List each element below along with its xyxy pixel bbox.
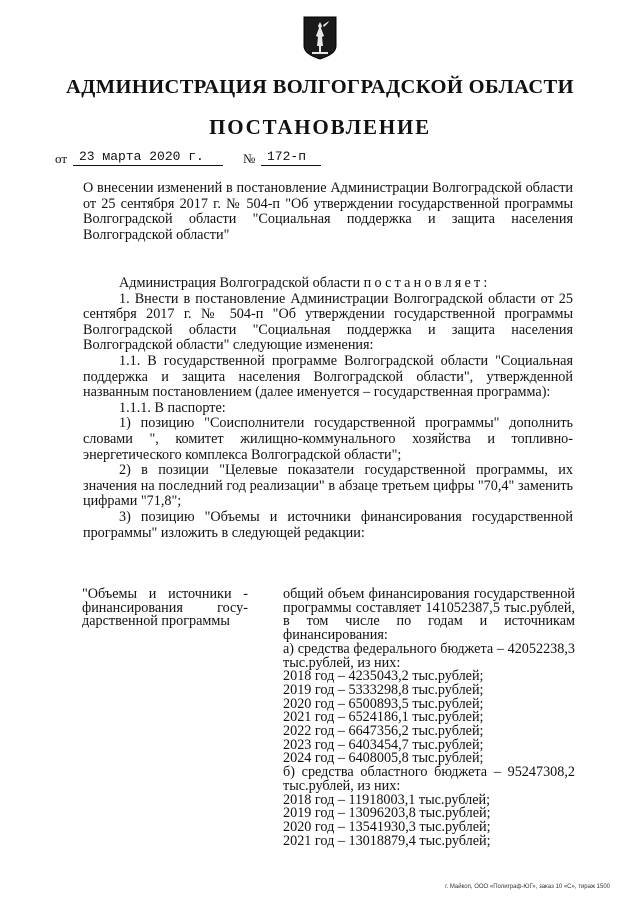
number-underline <box>261 165 321 166</box>
date-value: 23 марта 2020 г. <box>79 149 204 164</box>
subparagraph-1: 1) позицию "Соисполнители государственной программы" дополнить словами ", комитет жилищно-коммунального хозяйства и топливно-энергетического комплекса Волгоградской области"; <box>83 415 573 463</box>
coat-of-arms-emblem <box>303 16 337 60</box>
document-type: ПОСТАНОВЛЕНИЕ <box>209 115 431 139</box>
list-item: 2024 год – 6408005,8 тыс.рублей; <box>283 750 484 767</box>
list-item: 2018 год – 4235043,2 тыс.рублей; <box>283 668 484 685</box>
number-value: 172-п <box>267 149 307 164</box>
date-underline <box>73 165 223 166</box>
federal-budget-heading: а) средства федерального бюджета – 42052238,3 тыс.рублей, из них: <box>283 640 575 671</box>
list-item: 2019 год – 13096203,8 тыс.рублей; <box>283 805 491 822</box>
federal-years-list <box>265 670 575 766</box>
paragraph-1-1: 1.1. В государственной программе Волгоградской области "Социальная поддержка и защита населения Волгоградской области", утвержденной названным постановлением (далее именуется – государственная программа): <box>83 352 573 401</box>
intro-text: Администрация Волгоградской области <box>119 275 361 291</box>
list-item: 2023 год – 6403454,7 тыс.рублей; <box>283 736 484 753</box>
paragraph-1-1-1: 1.1.1. В паспорте: <box>119 399 226 416</box>
list-item: 2021 год – 13018879,4 тыс.рублей; <box>283 832 491 849</box>
list-item: 2022 год – 6647356,2 тыс.рублей; <box>283 723 484 740</box>
table-left-cell: "Объемы и источники - финансирования госу-дарственной программы <box>82 586 248 630</box>
list-item: 2020 год – 13541930,3 тыс.рублей; <box>283 818 491 835</box>
document-subject: О внесении изменений в постановление Администрации Волгоградской области от 25 сентября 2017 г. № 504-п "Об утверждении государственной программы Волгоградской области "Социальная поддержка и защита населения Волгоградской области" <box>83 180 573 243</box>
organization-name: АДМИНИСТРАЦИЯ ВОЛГОГРАДСКОЙ ОБЛАСТИ <box>66 76 574 98</box>
intro-paragraph <box>83 276 573 292</box>
subparagraph-3: 3) позицию "Объемы и источники финансирования государственной программы" изложить в следующей редакции: <box>83 508 573 541</box>
date-number-line <box>55 149 455 169</box>
regional-years-list <box>265 791 575 849</box>
regional-budget-heading: б) средства областного бюджета – 95247308,2 тыс.рублей, из них: <box>283 764 575 794</box>
list-item: 2020 год – 6500893,5 тыс.рублей; <box>283 695 484 712</box>
number-prefix: № <box>243 151 256 166</box>
print-imprint: г. Майкоп, ООО «Полиграф-ЮГ», заказ 10 «С», тираж 1500 <box>445 884 610 890</box>
list-item: 2018 год – 11918003,1 тыс.рублей; <box>283 791 491 808</box>
date-prefix: от <box>55 151 68 166</box>
resolves-word: постановляет: <box>363 275 491 291</box>
paragraph-1: 1. Внести в постановление Администрации Волгоградской области от 25 сентября 2017 г. № 504-п "Об утверждении государственной программы Волгоградской области "Социальная поддержка и защита населения Волгоградской области" следующие изменения: <box>83 290 573 354</box>
subparagraph-2: 2) в позиции "Целевые показатели государственной программы, их значения на последний год реализации" в абзаце третьем цифры "70,4" заменить цифрами "71,8"; <box>83 462 573 510</box>
document-body <box>83 276 573 541</box>
total-financing: общий объем финансирования государственной программы составляет 141052387,5 тыс.рублей, в том числе по годам и источникам финансирования: <box>283 586 575 644</box>
list-item: 2021 год – 6524186,1 тыс.рублей; <box>283 709 484 726</box>
table-right-cell <box>265 588 575 848</box>
list-item: 2019 год – 5333298,8 тыс.рублей; <box>283 681 484 698</box>
